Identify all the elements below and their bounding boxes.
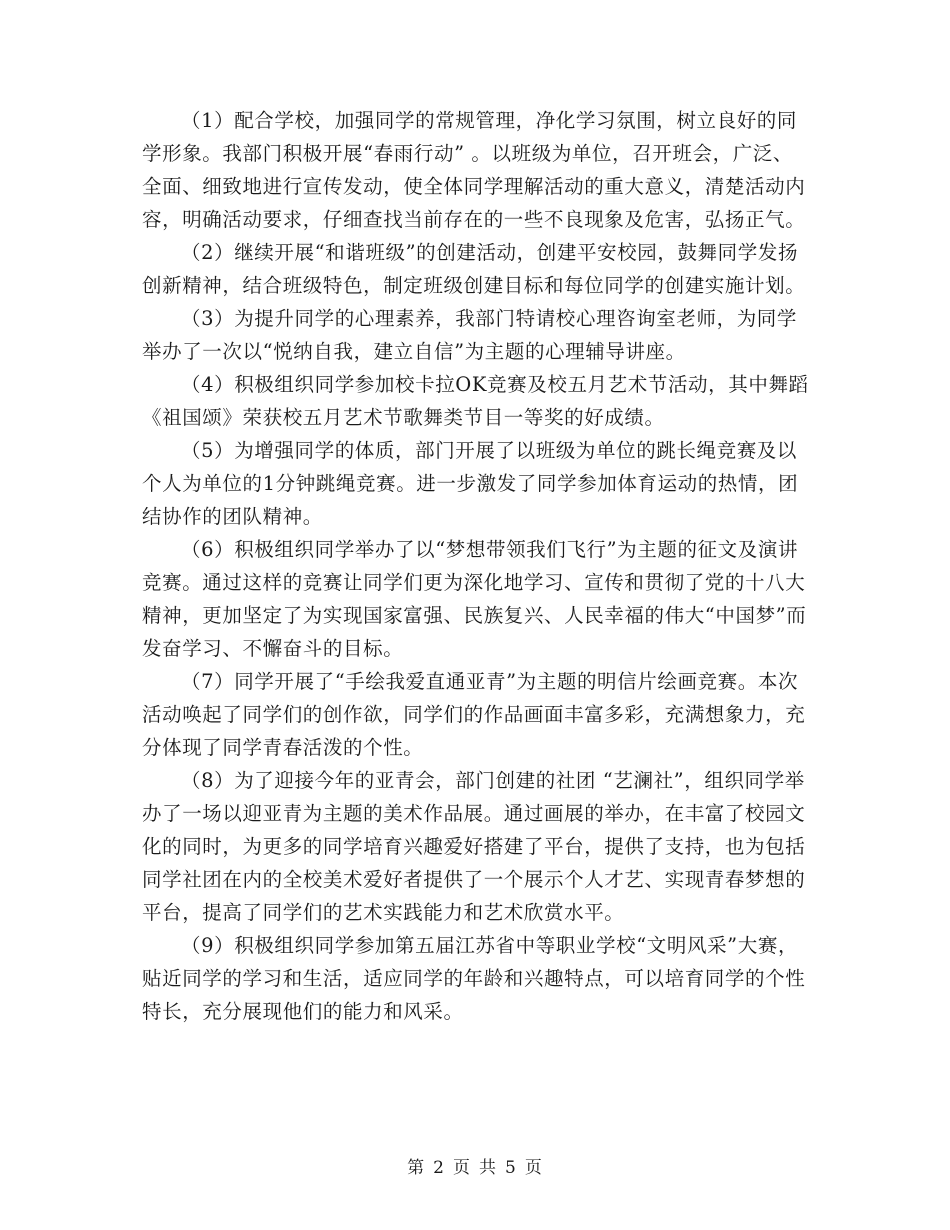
- paragraph-3: （3）为提升同学的心理素养，我部门特请校心理咨询室老师，为同学举办了一次以“悦纳自我，建立自信”为主题的心理辅导讲座。: [142, 307, 798, 363]
- paragraph-5: （5）为增强同学的体质，部门开展了以班级为单位的跳长绳竞赛及以个人为单位的1分钟跳绳竞赛。进一步激发了同学参加体育运动的热情，团结协作的团队精神。: [142, 439, 799, 528]
- page-footer: [0, 1153, 950, 1178]
- footer-total-pages: 5: [505, 1158, 517, 1178]
- footer-label-page: 第: [407, 1158, 426, 1178]
- document-body: [142, 104, 810, 1028]
- paragraph-9: （9）积极组织同学参加第五届江苏省中等职业学校“文明风采”大赛，贴近同学的学习和生活，适应同学的年龄和兴趣特点，可以培育同学的个性特长，充分展现他们的能力和风采。: [142, 934, 806, 1023]
- paragraph-1: （1）配合学校，加强同学的常规管理，净化学习氛围，树立良好的同学形象。我部门积极开展“春雨行动” 。以班级为单位，召开班会，广泛、全面、细致地进行宣传发动，使全体同学理解活动的重大意义，清楚活动内容，明确活动要求，仔细查找当前存在的一些不良现象及危害，弘扬正气。: [142, 109, 806, 231]
- footer-label-total: 共: [479, 1158, 497, 1178]
- paragraph-6: （6）积极组织同学举办了以“梦想带领我们飞行”为主题的征文及演讲竞赛。通过这样的竞赛让同学们更为深化地学习、宣传和贯彻了党的十八大精神，更加坚定了为实现国家富强、民族复兴、人民幸福的伟大“中国梦”而发奋学习、不懈奋斗的目标。: [142, 538, 807, 660]
- footer-label-unit: 页: [453, 1158, 471, 1178]
- paragraph-8: （8）为了迎接今年的亚青会，部门创建的社团 “艺澜社”，组织同学举办了一场以迎亚青为主题的美术作品展。通过画展的举办，在丰富了校园文化的同时，为更多的同学培育兴趣爱好搭建了平台，提供了支持，也为包括同学社团在内的全校美术爱好者提供了一个展示个人才艺、实现青春梦想的平台，提高了同学们的艺术实践能力和艺术欣赏水平。: [142, 769, 806, 924]
- footer-current-page: 2: [433, 1158, 445, 1178]
- paragraph-2: （2）继续开展“和谐班级”的创建活动，创建平安校园，鼓舞同学发扬创新精神，结合班级特色，制定班级创建目标和每位同学的创建实施计划。: [142, 241, 806, 297]
- paragraph-7: （7）同学开展了“手绘我爱直通亚青”为主题的明信片绘画竞赛。本次活动唤起了同学们的创作欲，同学们的作品画面丰富多彩，充满想象力，充分体现了同学青春活泼的个性。: [142, 670, 806, 759]
- paragraph-4: （4）积极组织同学参加校卡拉OK竞赛及校五月艺术节活动，其中舞蹈《祖国颂》荣获校五月艺术节歌舞类节目一等奖的好成绩。: [142, 373, 809, 429]
- footer-label-unit2: 页: [524, 1158, 543, 1178]
